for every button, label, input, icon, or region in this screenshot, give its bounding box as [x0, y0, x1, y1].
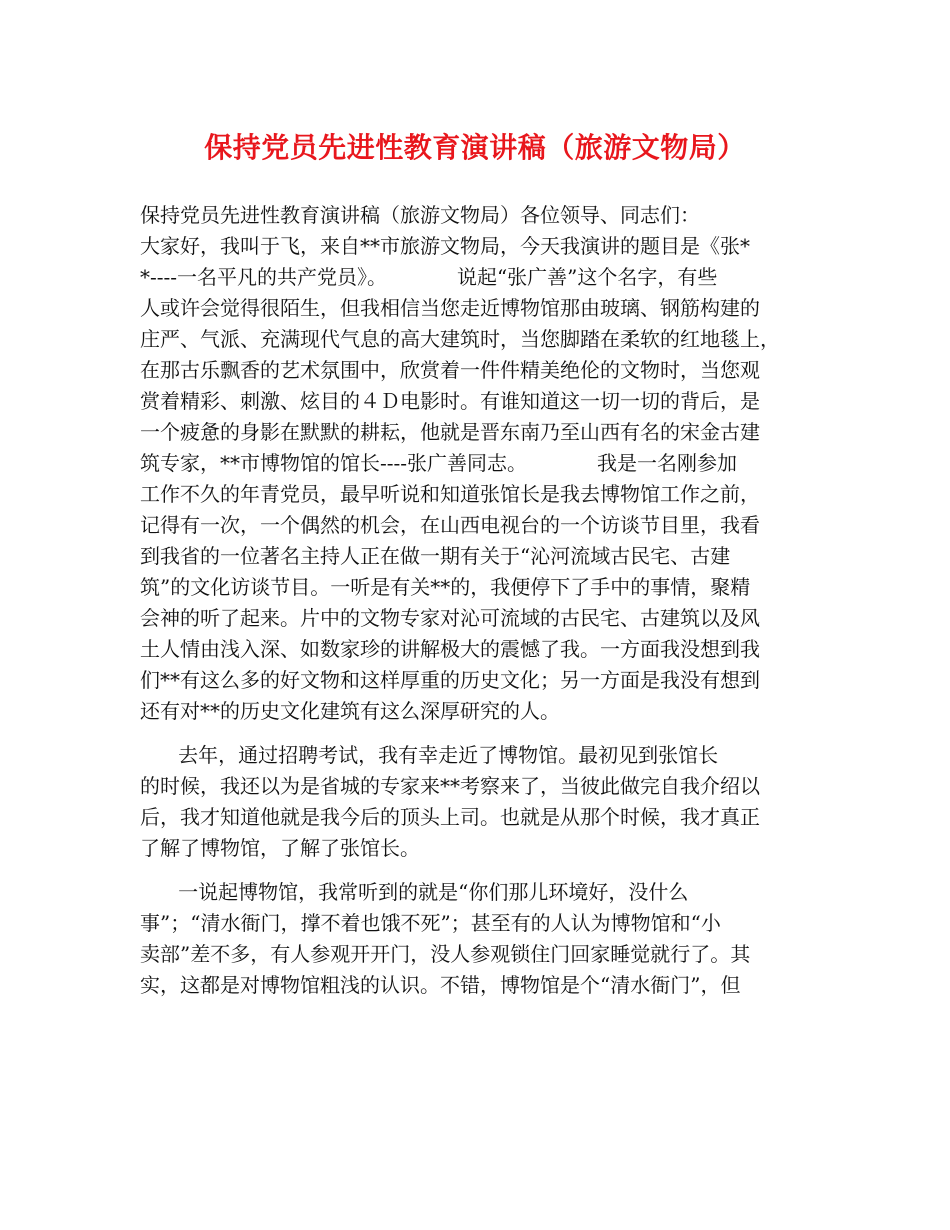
text-line: *----一名平凡的共产党员》。 说起“张广善”这个名字，有些: [140, 265, 718, 289]
paragraph-gap: [140, 864, 815, 877]
text-line: 去年，通过招聘考试，我有幸走近了博物馆。最初见到张馆长: [140, 743, 719, 767]
text-line: 土人情由浅入深、如数家珍的讲解极大的震憾了我。一方面我没想到我: [140, 637, 760, 661]
text-line: 记得有一次，一个偶然的机会，在山西电视台的一个访谈节目里，我看: [140, 513, 760, 537]
text-line: 一个疲惫的身影在默默的耕耘，他就是晋东南乃至山西有名的宋金古建: [140, 420, 760, 444]
text-line: 筑专家，**市博物馆的馆长----张广善同志。 我是一名刚参加: [140, 451, 737, 475]
text-line: 庄严、气派、充满现代气息的高大建筑时，当您脚踏在柔软的红地毯上，: [140, 327, 780, 351]
text-line: 到我省的一位著名主持人正在做一期有关于“沁河流域古民宅、古建: [140, 544, 731, 568]
paragraph-gap: [140, 727, 815, 740]
text-line: 了解了博物馆，了解了张馆长。: [140, 836, 420, 860]
text-line: 筑”的文化访谈节目。一听是有关**的，我便停下了手中的事情，聚精: [140, 575, 751, 599]
document-body: [140, 200, 815, 1001]
text-line: 的时候，我还以为是省城的专家来**考察来了，当彼此做完自我介绍以: [140, 774, 760, 798]
text-line: 会神的听了起来。片中的文物专家对沁可流域的古民宅、古建筑以及风: [140, 606, 760, 630]
text-line: 后，我才知道他就是我今后的顶头上司。也就是从那个时候，我才真正: [140, 805, 760, 829]
text-line: 在那古乐飘香的艺术氛围中，欣赏着一件件精美绝伦的文物时，当您观: [140, 358, 760, 382]
text-line: 一说起博物馆，我常听到的就是“你们那儿环境好，没什么: [140, 880, 689, 904]
text-line: 工作不久的年青党员，最早听说和知道张馆长是我去博物馆工作之前，: [140, 482, 760, 506]
text-line: 们**有这么多的好文物和这样厚重的历史文化；另一方面是我没有想到: [140, 668, 760, 692]
text-line: 实，这都是对博物馆粗浅的认识。不错，博物馆是个“清水衙门”，但: [140, 973, 741, 997]
text-line: 赏着精彩、刺激、炫目的４Ｄ电影时。有谁知道这一切一切的背后，是: [140, 389, 760, 413]
text-line: 卖部”差不多，有人参观开开门，没人参观锁住门回家睡觉就行了。其: [140, 942, 751, 966]
text-line: 还有对**的历史文化建筑有这么深厚研究的人。: [140, 699, 560, 723]
text-line: 保持党员先进性教育演讲稿（旅游文物局）各位领导、同志们：: [140, 203, 700, 227]
text-line: 大家好，我叫于飞，来自**市旅游文物局，今天我演讲的题目是《张*: [140, 234, 750, 258]
text-line: 事”；“清水衙门，撑不着也饿不死”；甚至有的人认为博物馆和“小: [140, 911, 721, 935]
text-line: 人或许会觉得很陌生，但我相信当您走近博物馆那由玻璃、钢筋构建的: [140, 296, 760, 320]
document-title: 保持党员先进性教育演讲稿（旅游文物局）: [204, 131, 746, 164]
